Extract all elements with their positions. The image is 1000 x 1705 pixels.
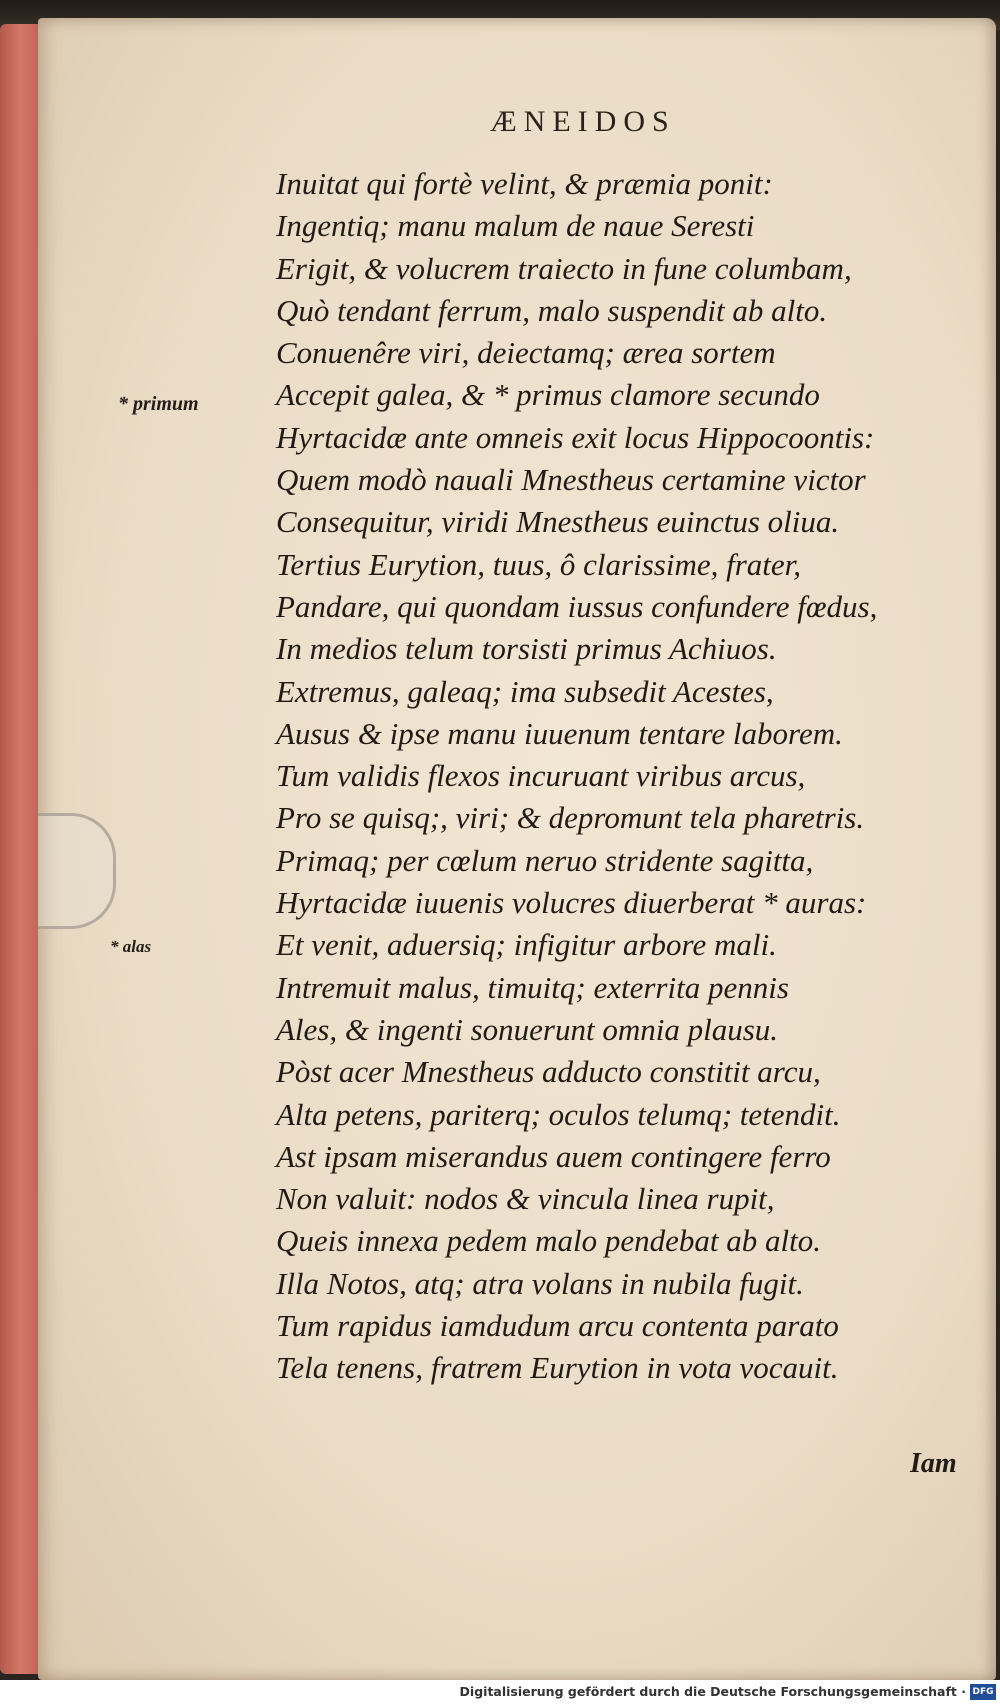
verse-line: Alta petens, pariterq; oculos telumq; tetendit.	[276, 1096, 841, 1132]
verse-line: Quò tendant ferrum, malo suspendit ab alto.	[276, 292, 828, 328]
footer-credit: Digitalisierung gefördert durch die Deutsche Forschungsgemeinschaft ·	[459, 1684, 966, 1699]
verse-line: Conuenêre viri, deiectamq; ærea sortem	[276, 335, 776, 371]
verse-line: Tum validis flexos incuruant viribus arcus,	[276, 758, 806, 794]
marginal-note-alas: * alas	[110, 937, 152, 956]
verse-line: Consequitur, viridi Mnestheus euinctus oliua.	[276, 504, 840, 540]
verse-line: Et venit, aduersiq; infigitur arbore mali.	[276, 927, 777, 963]
verse-line: Pandare, qui quondam iussus confundere fœdus,	[276, 588, 878, 624]
verse-line: Illa Notos, atq; atra volans in nubila fugit.	[276, 1265, 804, 1301]
verse-line: Ausus & ipse manu iuuenum tentare laborem.	[276, 715, 843, 751]
verse-line: Pro se quisq;, viri; & depromunt tela pharetris.	[276, 800, 865, 836]
verse-line: Intremuit malus, timuitq; exterrita pennis	[276, 969, 789, 1005]
catchword: Iam	[910, 1448, 957, 1479]
verse-line: Tum rapidus iamdudum arcu contenta parato	[276, 1308, 839, 1344]
verse-line: Non valuit: nodos & vincula linea rupit,	[276, 1181, 775, 1217]
page-clip	[38, 813, 116, 929]
marginal-note-primum: * primum	[118, 393, 199, 415]
verse-line: Ingentiq; manu malum de naue Seresti	[276, 208, 755, 244]
verse-line: Ast ipsam miserandus auem contingere ferro	[276, 1138, 831, 1174]
verse-line: Hyrtacidæ iuuenis volucres diuerberat * auras:	[276, 885, 867, 921]
verse-line: Tela tenens, fratrem Eurytion in vota vocauit.	[276, 1350, 839, 1386]
verse-line: Extremus, galeaq; ima subsedit Acestes,	[276, 673, 774, 709]
running-head: ÆNEIDOS	[490, 105, 676, 138]
verse-line: Inuitat qui fortè velint, & præmia ponit:	[276, 166, 773, 201]
verse-line: In medios telum torsisti primus Achiuos.	[276, 631, 777, 667]
verse-line: Primaq; per cœlum neruo stridente sagitta,	[276, 842, 814, 878]
verse-line: Tertius Eurytion, tuus, ô clarissime, frater,	[276, 546, 802, 582]
dfg-logo-icon[interactable]: DFG	[970, 1684, 996, 1700]
verse-line: Accepit galea, & * primus clamore secundo	[276, 377, 820, 413]
digitization-footer	[0, 1680, 1000, 1705]
verse-line: Quem modò nauali Mnestheus certamine victor	[276, 462, 866, 498]
verse-line: Hyrtacidæ ante omneis exit locus Hippocoontis:	[276, 419, 875, 455]
verse-line: Queis innexa pedem malo pendebat ab alto.	[276, 1223, 821, 1259]
verse-line: Pòst acer Mnestheus adducto constitit arcu,	[276, 1054, 821, 1090]
verse-line: Erigit, & volucrem traiecto in fune columbam,	[276, 250, 852, 286]
verse-line: Ales, & ingenti sonuerunt omnia plausu.	[276, 1011, 779, 1047]
verse-text	[276, 163, 976, 1390]
